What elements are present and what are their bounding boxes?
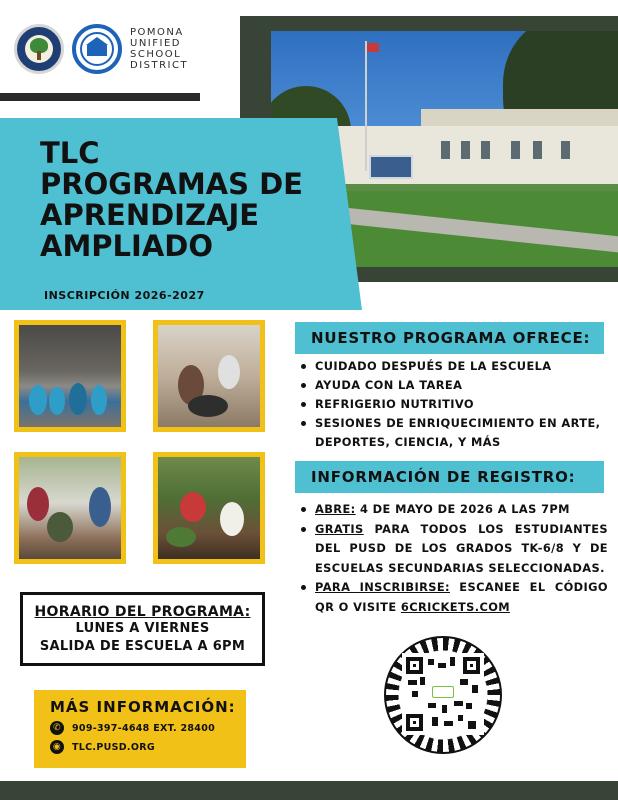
tree-seal-logo xyxy=(14,24,64,74)
list-item: REFRIGERIO NUTRITIVO xyxy=(298,395,608,414)
district-logos xyxy=(14,24,188,74)
contact-website-row[interactable] xyxy=(50,740,246,754)
qr-center-logo xyxy=(432,686,454,698)
schedule-days: LUNES A VIERNES xyxy=(75,621,210,636)
divider-bar xyxy=(0,93,200,101)
activity-photo-garden xyxy=(153,452,265,564)
activity-photo-art xyxy=(14,452,126,564)
contact-box xyxy=(34,690,246,768)
registration-list xyxy=(298,500,608,617)
how-to-register-label: PARA INSCRIBIRSE: xyxy=(315,580,450,594)
list-item: ABRE: 4 DE MAYO DE 2026 A LAS 7PM xyxy=(298,500,608,520)
schedule-hours: SALIDA DE ESCUELA A 6PM xyxy=(39,639,246,654)
contact-title: MÁS INFORMACIÓN: xyxy=(50,698,236,716)
schedule-title: HORARIO DEL PROGRAMA: xyxy=(34,604,251,620)
contact-website: TLC.PUSD.ORG xyxy=(72,741,155,753)
program-list xyxy=(298,357,608,452)
list-item: SESIONES DE ENRIQUECIMIENTO EN ARTE, DEPORTES, CIENCIA, Y MÁS xyxy=(298,414,608,452)
list-item: AYUDA CON LA TAREA xyxy=(298,376,608,395)
contact-phone-row[interactable] xyxy=(50,721,246,735)
program-header: NUESTRO PROGRAMA OFRECE: xyxy=(295,322,604,354)
list-item: GRATIS PARA TODOS LOS ESTUDIANTES DEL PUSD DE LOS GRADOS TK-6/8 Y DE ESCUELAS SECUNDARIAS SELECCIONADAS. xyxy=(298,520,608,579)
schedule-box xyxy=(20,592,265,666)
activity-photo-classroom xyxy=(153,320,265,432)
free-label: GRATIS xyxy=(315,521,364,536)
district-name: POMONA UNIFIED SCHOOL DISTRICT xyxy=(130,27,189,71)
enrollment-year: INSCRIPCIÓN 2026-2027 xyxy=(44,289,205,302)
phone-icon: ✆ xyxy=(50,721,64,735)
page-title: TLC PROGRAMAS DE APRENDIZAJE AMPLIADO xyxy=(40,136,303,263)
registration-opens-label: ABRE: xyxy=(315,502,356,516)
registration-header: INFORMACIÓN DE REGISTRO: xyxy=(295,461,604,493)
globe-icon: ◉ xyxy=(50,740,64,754)
registration-link[interactable]: 6CRICKETS.COM xyxy=(400,599,511,614)
list-item: CUIDADO DESPUÉS DE LA ESCUELA xyxy=(298,357,608,376)
footer-bar xyxy=(0,781,618,800)
pomona-usd-seal-logo xyxy=(72,24,122,74)
contact-phone: 909-397-4648 EXT. 28400 xyxy=(72,722,216,734)
list-item: PARA INSCRIBIRSE: ESCANEE EL CÓDIGO QR O VISITE 6CRICKETS.COM xyxy=(298,578,608,617)
qr-code[interactable] xyxy=(402,653,484,735)
activity-photo-museum xyxy=(14,320,126,432)
